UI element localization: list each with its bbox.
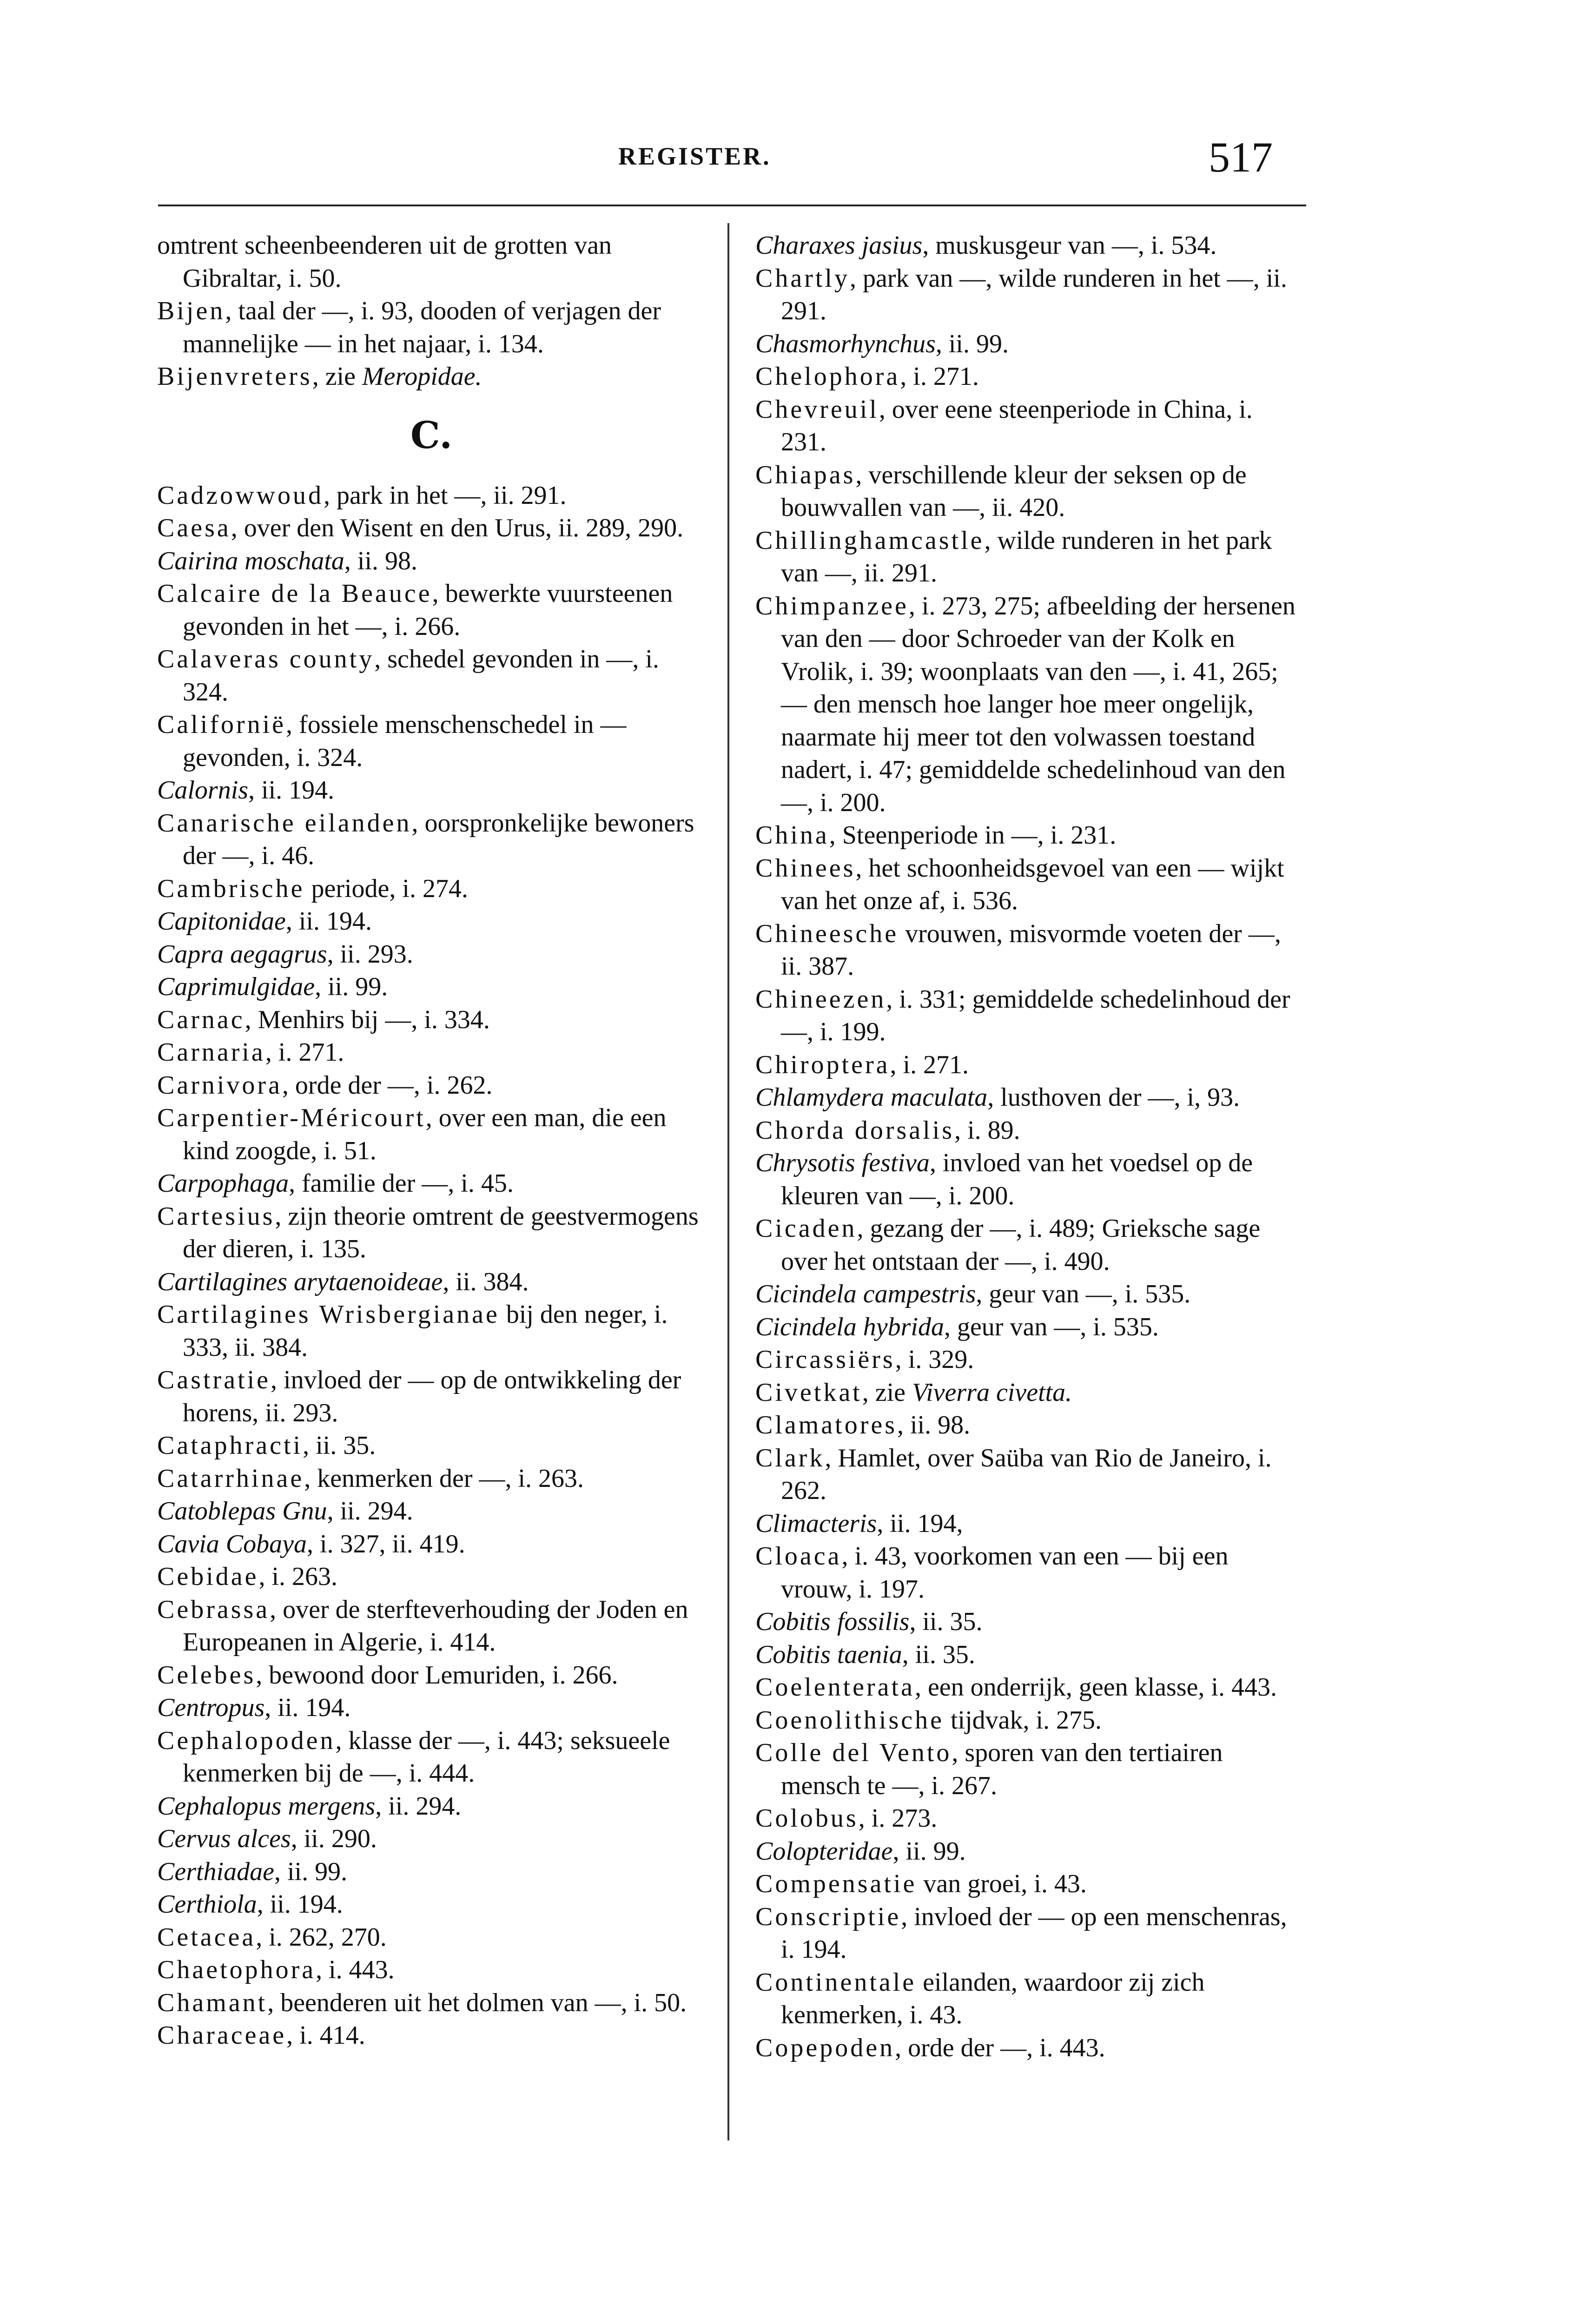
- entry-text: , invloed der — op de ontwikkeling der horens, ii. 293.: [183, 1366, 681, 1427]
- index-entry: [157, 1266, 706, 1299]
- entry-headword-italic: Capitonidae: [157, 907, 286, 936]
- entry-headword: Cloaca: [755, 1542, 842, 1571]
- entry-headword-italic: Cephalopus mergens: [157, 1791, 376, 1821]
- entry-crossref-italic: Viverra civetta.: [912, 1378, 1072, 1407]
- index-entry: [755, 1868, 1304, 1901]
- entry-text: , park van —, wilde runderen in het —, ii. 291.: [781, 264, 1287, 325]
- entry-text: , ii. 194.: [285, 907, 372, 936]
- index-entry: [157, 512, 706, 545]
- entry-headword: Chevreuil: [755, 395, 879, 424]
- entry-text: tijdvak, i. 275.: [944, 1705, 1102, 1735]
- index-entry: [755, 1507, 1304, 1540]
- entry-headword: Chiapas: [755, 460, 856, 489]
- entry-text: , i. 331; gemiddelde schedelinhoud der —, i. 199.: [781, 984, 1290, 1046]
- entry-text: , ii. 99.: [935, 329, 1009, 358]
- index-entry: [755, 1114, 1304, 1147]
- index-entry: [755, 262, 1304, 328]
- index-entry: [157, 872, 706, 905]
- entry-headword-italic: Climacteris: [755, 1509, 877, 1538]
- entry-headword: Carnac: [157, 1005, 245, 1034]
- index-entry: [755, 1311, 1304, 1344]
- entry-headword: China: [755, 821, 829, 850]
- entry-headword-italic: Cicindela campestris: [755, 1280, 976, 1308]
- index-entry: [755, 590, 1304, 819]
- entry-text: , ii. 98.: [344, 546, 418, 575]
- index-entry: [157, 1528, 706, 1561]
- index-entry: [755, 1409, 1304, 1442]
- index-entry: [157, 1069, 706, 1102]
- entry-text: , i. 43, voorkomen van een — bij een vrouw, i. 197.: [781, 1542, 1229, 1604]
- entry-headword: Cartesius: [157, 1202, 275, 1231]
- left-entries-c-section: [157, 479, 706, 2052]
- entry-headword: Cadzowwoud: [157, 481, 324, 510]
- entry-text: , ii. 35.: [909, 1607, 983, 1636]
- index-entry: [755, 1835, 1304, 1868]
- entry-headword-italic: Cobitis taenia: [755, 1640, 902, 1669]
- entry-text: , Menhirs bij —, i. 334.: [245, 1005, 490, 1034]
- index-entry: [157, 1560, 706, 1593]
- entry-headword: Colle del Vento: [755, 1738, 952, 1767]
- index-entry: [755, 983, 1304, 1049]
- entry-text: , park in het —, ii. 291.: [323, 481, 567, 510]
- entry-text: , i. 89.: [954, 1116, 1020, 1145]
- entry-headword-italic: Charaxes jasius: [755, 231, 923, 260]
- header-rule: [158, 205, 1306, 206]
- entry-text: , ii. 35.: [902, 1640, 975, 1669]
- entry-headword: Continentale: [755, 1967, 917, 1997]
- index-entry: [755, 2032, 1304, 2065]
- entry-headword-italic: Calornis: [157, 776, 249, 805]
- entry-text: , lusthoven der —, i, 93.: [987, 1083, 1240, 1112]
- entry-text: , i. 271.: [890, 1050, 969, 1079]
- index-entry: [755, 1704, 1304, 1737]
- left-entries-b-section: [157, 229, 706, 393]
- entry-headword: Cicaden: [755, 1214, 857, 1243]
- entry-headword: Calcaire de la Beauce: [157, 579, 432, 608]
- entry-headword: Compensatie: [755, 1869, 917, 1898]
- entry-text: , i. 263.: [258, 1562, 338, 1591]
- index-entry: [157, 1987, 706, 2020]
- index-entry: [157, 1364, 706, 1429]
- entry-text: , familie der —, i. 45.: [289, 1169, 514, 1198]
- entry-headword: Colobus: [755, 1804, 859, 1833]
- entry-headword: Chimpanzee: [755, 591, 909, 621]
- entry-headword: Chinees: [755, 853, 856, 883]
- entry-headword: Cataphracti: [157, 1431, 303, 1460]
- entry-headword-italic: Catoblepas Gnu: [157, 1497, 327, 1525]
- entry-text: vrouwen, misvormde voeten der —, ii. 387.: [781, 919, 1281, 981]
- entry-headword: Clamatores: [755, 1411, 898, 1439]
- entry-text: , wilde runderen in het park van —, ii. 291.: [781, 526, 1272, 588]
- entry-text: eilanden, waardoor zij zich kenmerken, i. 43.: [781, 1967, 1205, 2029]
- entry-text: , Steenperiode in —, i. 231.: [829, 821, 1117, 850]
- index-entry: [755, 1278, 1304, 1311]
- entry-text: , ii. 98.: [897, 1411, 971, 1439]
- entry-headword: Canarische eilanden: [157, 808, 412, 838]
- entry-headword: Chiroptera: [755, 1050, 890, 1079]
- entry-text: , fossiele menschenschedel in — gevonden, i. 324.: [183, 710, 627, 772]
- index-entry: [157, 1495, 706, 1528]
- entry-headword-italic: Caprimulgidae: [157, 972, 315, 1001]
- entry-text: , i. 271.: [265, 1038, 344, 1067]
- entry-text: , i. 329.: [895, 1345, 974, 1374]
- entry-text: , ii. 194,: [877, 1509, 963, 1538]
- index-entry: [157, 1200, 706, 1266]
- entry-text: , i. 327, ii. 419.: [306, 1529, 465, 1558]
- entry-headword-italic: Cicindela hybrida: [755, 1312, 944, 1341]
- entry-headword-italic: Cobitis fossilis: [755, 1607, 910, 1636]
- index-entry: [157, 577, 706, 643]
- entry-headword: Cebidae: [157, 1562, 259, 1591]
- index-entry: [157, 1593, 706, 1659]
- entry-headword-italic: Carpophaga: [157, 1169, 289, 1198]
- entry-headword: Copepoden: [755, 2033, 895, 2062]
- entry-text: , ii. 99.: [274, 1857, 348, 1886]
- index-entry: [755, 1442, 1304, 1507]
- entry-text: , beenderen uit het dolmen van —, i. 50.: [267, 1988, 687, 2017]
- index-entry: [157, 643, 706, 708]
- section-letter: C.: [410, 413, 453, 457]
- entry-headword: Clark: [755, 1443, 825, 1472]
- index-entry: [157, 1102, 706, 1167]
- entry-text: , muskusgeur van —, i. 534.: [922, 231, 1217, 260]
- entry-text: , ii. 294.: [375, 1791, 462, 1821]
- entry-headword: Conscriptie: [755, 1902, 901, 1931]
- index-entry: [157, 1462, 706, 1495]
- entry-text: , bewerkte vuursteenen gevonden in het —, i. 266.: [183, 579, 673, 641]
- entry-headword: Chillinghamcastle: [755, 526, 985, 555]
- entry-text: periode, i. 274.: [304, 874, 468, 903]
- index-entry: [755, 1671, 1304, 1704]
- entry-text: , i. 414.: [286, 2021, 365, 2050]
- index-entry: [755, 1966, 1304, 2032]
- index-entry: [755, 1376, 1304, 1409]
- running-header: REGISTER.: [618, 142, 771, 170]
- index-entry: [755, 393, 1304, 459]
- index-entry: [755, 852, 1304, 918]
- entry-text: van groei, i. 43.: [917, 1869, 1087, 1898]
- index-entry: [157, 1790, 706, 1823]
- entry-crossref-italic: Meropidae.: [362, 362, 482, 391]
- entry-headword: Bijenvreters: [157, 362, 312, 391]
- entry-text: , zie: [862, 1378, 912, 1407]
- entry-text: , over een man, die een kind zoogde, i. 51.: [183, 1103, 667, 1165]
- index-entry: [755, 1638, 1304, 1671]
- index-entry: [157, 1921, 706, 1954]
- entry-text: , schedel gevonden in —, i. 324.: [183, 645, 659, 706]
- entry-headword: Coenolithische: [755, 1705, 944, 1735]
- entry-text: , ii. 99.: [315, 972, 388, 1001]
- index-entry: [157, 1724, 706, 1790]
- right-entries: [755, 229, 1304, 2064]
- index-entry: [755, 1901, 1304, 1966]
- entry-text: , zijn theorie omtrent de geestvermogens der dieren, i. 135.: [183, 1202, 699, 1263]
- entry-headword-italic: Cairina moschata: [157, 546, 344, 575]
- entry-headword: Cetacea: [157, 1922, 256, 1952]
- entry-headword: Bijen: [157, 297, 225, 325]
- entry-text: , oorspronkelijke bewoners der —, i. 46.: [183, 808, 694, 870]
- index-entry: [157, 1822, 706, 1855]
- entry-text: omtrent scheenbeenderen uit de grotten van Gibraltar, i. 50.: [157, 231, 612, 293]
- entry-headword: Castratie: [157, 1366, 271, 1394]
- index-entry: [755, 328, 1304, 361]
- entry-headword-italic: Capra aegagrus: [157, 939, 327, 969]
- index-entry: [157, 708, 706, 774]
- entry-headword: Cambrische: [157, 874, 305, 903]
- entry-text: , kenmerken der —, i. 263.: [304, 1464, 584, 1493]
- index-entry: [157, 1004, 706, 1037]
- entry-headword: Calaveras county: [157, 645, 375, 673]
- index-entry: [157, 1888, 706, 1921]
- entry-text: , ii. 294.: [327, 1497, 413, 1525]
- entry-text: , geur van —, i. 535.: [976, 1280, 1191, 1308]
- entry-text: , ii. 99.: [892, 1836, 966, 1866]
- index-entry: [157, 2019, 706, 2052]
- entry-text: , een onderrijk, geen klasse, i. 443.: [914, 1673, 1277, 1702]
- entry-headword: Chamant: [157, 1988, 268, 2017]
- index-entry: [157, 938, 706, 971]
- entry-headword: Chorda dorsalis: [755, 1116, 955, 1145]
- entry-headword: Californië: [157, 710, 286, 739]
- index-entry: [157, 1298, 706, 1364]
- entry-headword: Caesa: [157, 514, 231, 542]
- entry-headword: Cebrassa: [157, 1595, 270, 1624]
- entry-headword: Carnaria: [157, 1038, 265, 1067]
- entry-text: bij den neger, i. 333, ii. 384.: [183, 1300, 668, 1362]
- index-entry: [755, 1212, 1304, 1278]
- entry-text: , invloed van het voedsel op de kleuren van —, i. 200.: [781, 1149, 1253, 1210]
- entry-headword: Chineesche: [755, 919, 899, 948]
- index-entry: [755, 819, 1304, 852]
- entry-text: , orde der —, i. 443.: [895, 2033, 1105, 2062]
- entry-text: , over eene steenperiode in China, i. 231.: [781, 395, 1253, 456]
- entry-text: , invloed der — op een menschenras, i. 194.: [781, 1902, 1287, 1964]
- index-entry: [157, 360, 706, 393]
- entry-headword-italic: Cartilagines arytaenoideae: [157, 1267, 443, 1296]
- index-entry: [157, 1659, 706, 1692]
- index-entry: [755, 1343, 1304, 1376]
- index-entry: [157, 479, 706, 512]
- entry-text: , sporen van den tertiairen mensch te —, i. 267.: [781, 1738, 1223, 1800]
- entry-headword: Characeae: [157, 2021, 287, 2050]
- entry-headword: Chartly: [755, 264, 850, 293]
- entry-text: , ii. 194.: [248, 776, 335, 805]
- index-entry: [755, 524, 1304, 590]
- entry-text: , klasse der —, i. 443; seksueele kenmerken bij de —, i. 444.: [183, 1726, 670, 1788]
- entry-text: , i. 273, 275; afbeelding der hersenen van den — door Schroeder van der Kolk en Vrolik, i. 39; woonplaats van den —, i. 41, 265; — den mensch hoe langer hoe meer ongelijk, naarmate hij meer tot den volwassen toestand nadert, i. 47; gemiddelde schedelinhoud van den —, i. 200.: [781, 591, 1295, 817]
- entry-text: , ii. 293.: [327, 939, 413, 969]
- index-entry: [755, 1081, 1304, 1114]
- index-entry: [157, 1954, 706, 1987]
- entry-text: , ii. 35.: [303, 1431, 376, 1460]
- index-entry: [157, 1429, 706, 1462]
- entry-text: , i. 273.: [858, 1804, 938, 1833]
- entry-text: , i. 262, 270.: [256, 1922, 387, 1952]
- index-entry: [157, 1167, 706, 1200]
- entry-text: , ii. 290.: [291, 1824, 377, 1853]
- index-entry: [755, 1147, 1304, 1212]
- entry-headword: Carpentier-Méricourt: [157, 1103, 426, 1132]
- entry-headword: Chaetophora: [157, 1955, 316, 1984]
- entry-text: , het schoonheidsgevoel van een — wijkt van het onze af, i. 536.: [781, 853, 1284, 915]
- entry-headword: Chineezen: [755, 984, 886, 1014]
- right-column: [755, 229, 1304, 2064]
- entry-text: , i. 271.: [900, 362, 979, 391]
- index-entry: [755, 1605, 1304, 1638]
- entry-headword-italic: Colopteridae: [755, 1836, 893, 1866]
- entry-headword: Cephalopoden: [157, 1726, 336, 1755]
- entry-headword: Circassiërs: [755, 1345, 895, 1374]
- left-column: [157, 229, 706, 2052]
- index-entry: [157, 1691, 706, 1724]
- entry-text: , zie: [312, 362, 362, 391]
- entry-text: , ii. 384.: [443, 1267, 529, 1296]
- index-entry: [755, 1049, 1304, 1082]
- entry-text: , orde der —, i. 262.: [282, 1070, 493, 1100]
- entry-text: , Hamlet, over Saüba van Rio de Janeiro, i. 262.: [781, 1443, 1272, 1505]
- index-entry: [157, 1855, 706, 1888]
- entry-text: , over de sterfteverhouding der Joden en Europeanen in Algerie, i. 414.: [183, 1595, 688, 1657]
- entry-headword: Chelophora: [755, 362, 900, 391]
- entry-text: , geur van —, i. 535.: [944, 1312, 1159, 1341]
- index-entry: [157, 545, 706, 578]
- index-entry: [755, 459, 1304, 524]
- index-entry: [755, 1540, 1304, 1605]
- entry-text: , over den Wisent en den Urus, ii. 289, 290.: [231, 514, 684, 542]
- index-entry: [157, 229, 706, 295]
- entry-headword: Cartilagines Wrisbergianae: [157, 1300, 500, 1329]
- index-entry: [157, 295, 706, 360]
- entry-headword: Celebes: [157, 1660, 256, 1690]
- index-entry: [157, 774, 706, 807]
- entry-text: , taal der —, i. 93, dooden of verjagen der mannelijke — in het najaar, i. 134.: [183, 297, 661, 358]
- entry-headword: Carnivora: [157, 1070, 282, 1100]
- index-entry: [755, 1736, 1304, 1802]
- index-entry: [755, 360, 1304, 393]
- entry-text: , bewoond door Lemuriden, i. 266.: [256, 1660, 618, 1690]
- entry-headword-italic: Centropus: [157, 1693, 265, 1722]
- entry-headword: Catarrhinae: [157, 1464, 304, 1493]
- index-entry: [157, 905, 706, 938]
- index-entry: [755, 918, 1304, 983]
- index-entry: [157, 1036, 706, 1069]
- page-number: 517: [1209, 133, 1273, 181]
- entry-headword-italic: Chlamydera maculata: [755, 1083, 988, 1112]
- entry-text: , verschillende kleur der seksen op de bouwvallen van —, ii. 420.: [781, 460, 1247, 522]
- entry-text: , ii. 194.: [264, 1693, 351, 1722]
- entry-headword-italic: Chasmorhynchus: [755, 329, 936, 358]
- entry-text: , i. 443.: [316, 1955, 395, 1984]
- index-entry: [157, 971, 706, 1004]
- index-entry: [157, 807, 706, 872]
- column-divider: [727, 223, 729, 2140]
- entry-headword: Coelenterata: [755, 1673, 915, 1702]
- entry-headword: Civetkat: [755, 1378, 862, 1407]
- index-entry: [755, 1802, 1304, 1835]
- entry-headword-italic: Certhiadae: [157, 1857, 274, 1886]
- entry-headword-italic: Chrysotis festiva: [755, 1149, 930, 1177]
- entry-text: , gezang der —, i. 489; Grieksche sage over het ontstaan der —, i. 490.: [781, 1214, 1261, 1276]
- entry-headword-italic: Certhiola: [157, 1890, 257, 1919]
- entry-headword-italic: Cervus alces: [157, 1824, 291, 1853]
- entry-text: , ii. 194.: [257, 1890, 343, 1919]
- index-entry: [755, 229, 1304, 262]
- entry-headword-italic: Cavia Cobaya: [157, 1529, 307, 1558]
